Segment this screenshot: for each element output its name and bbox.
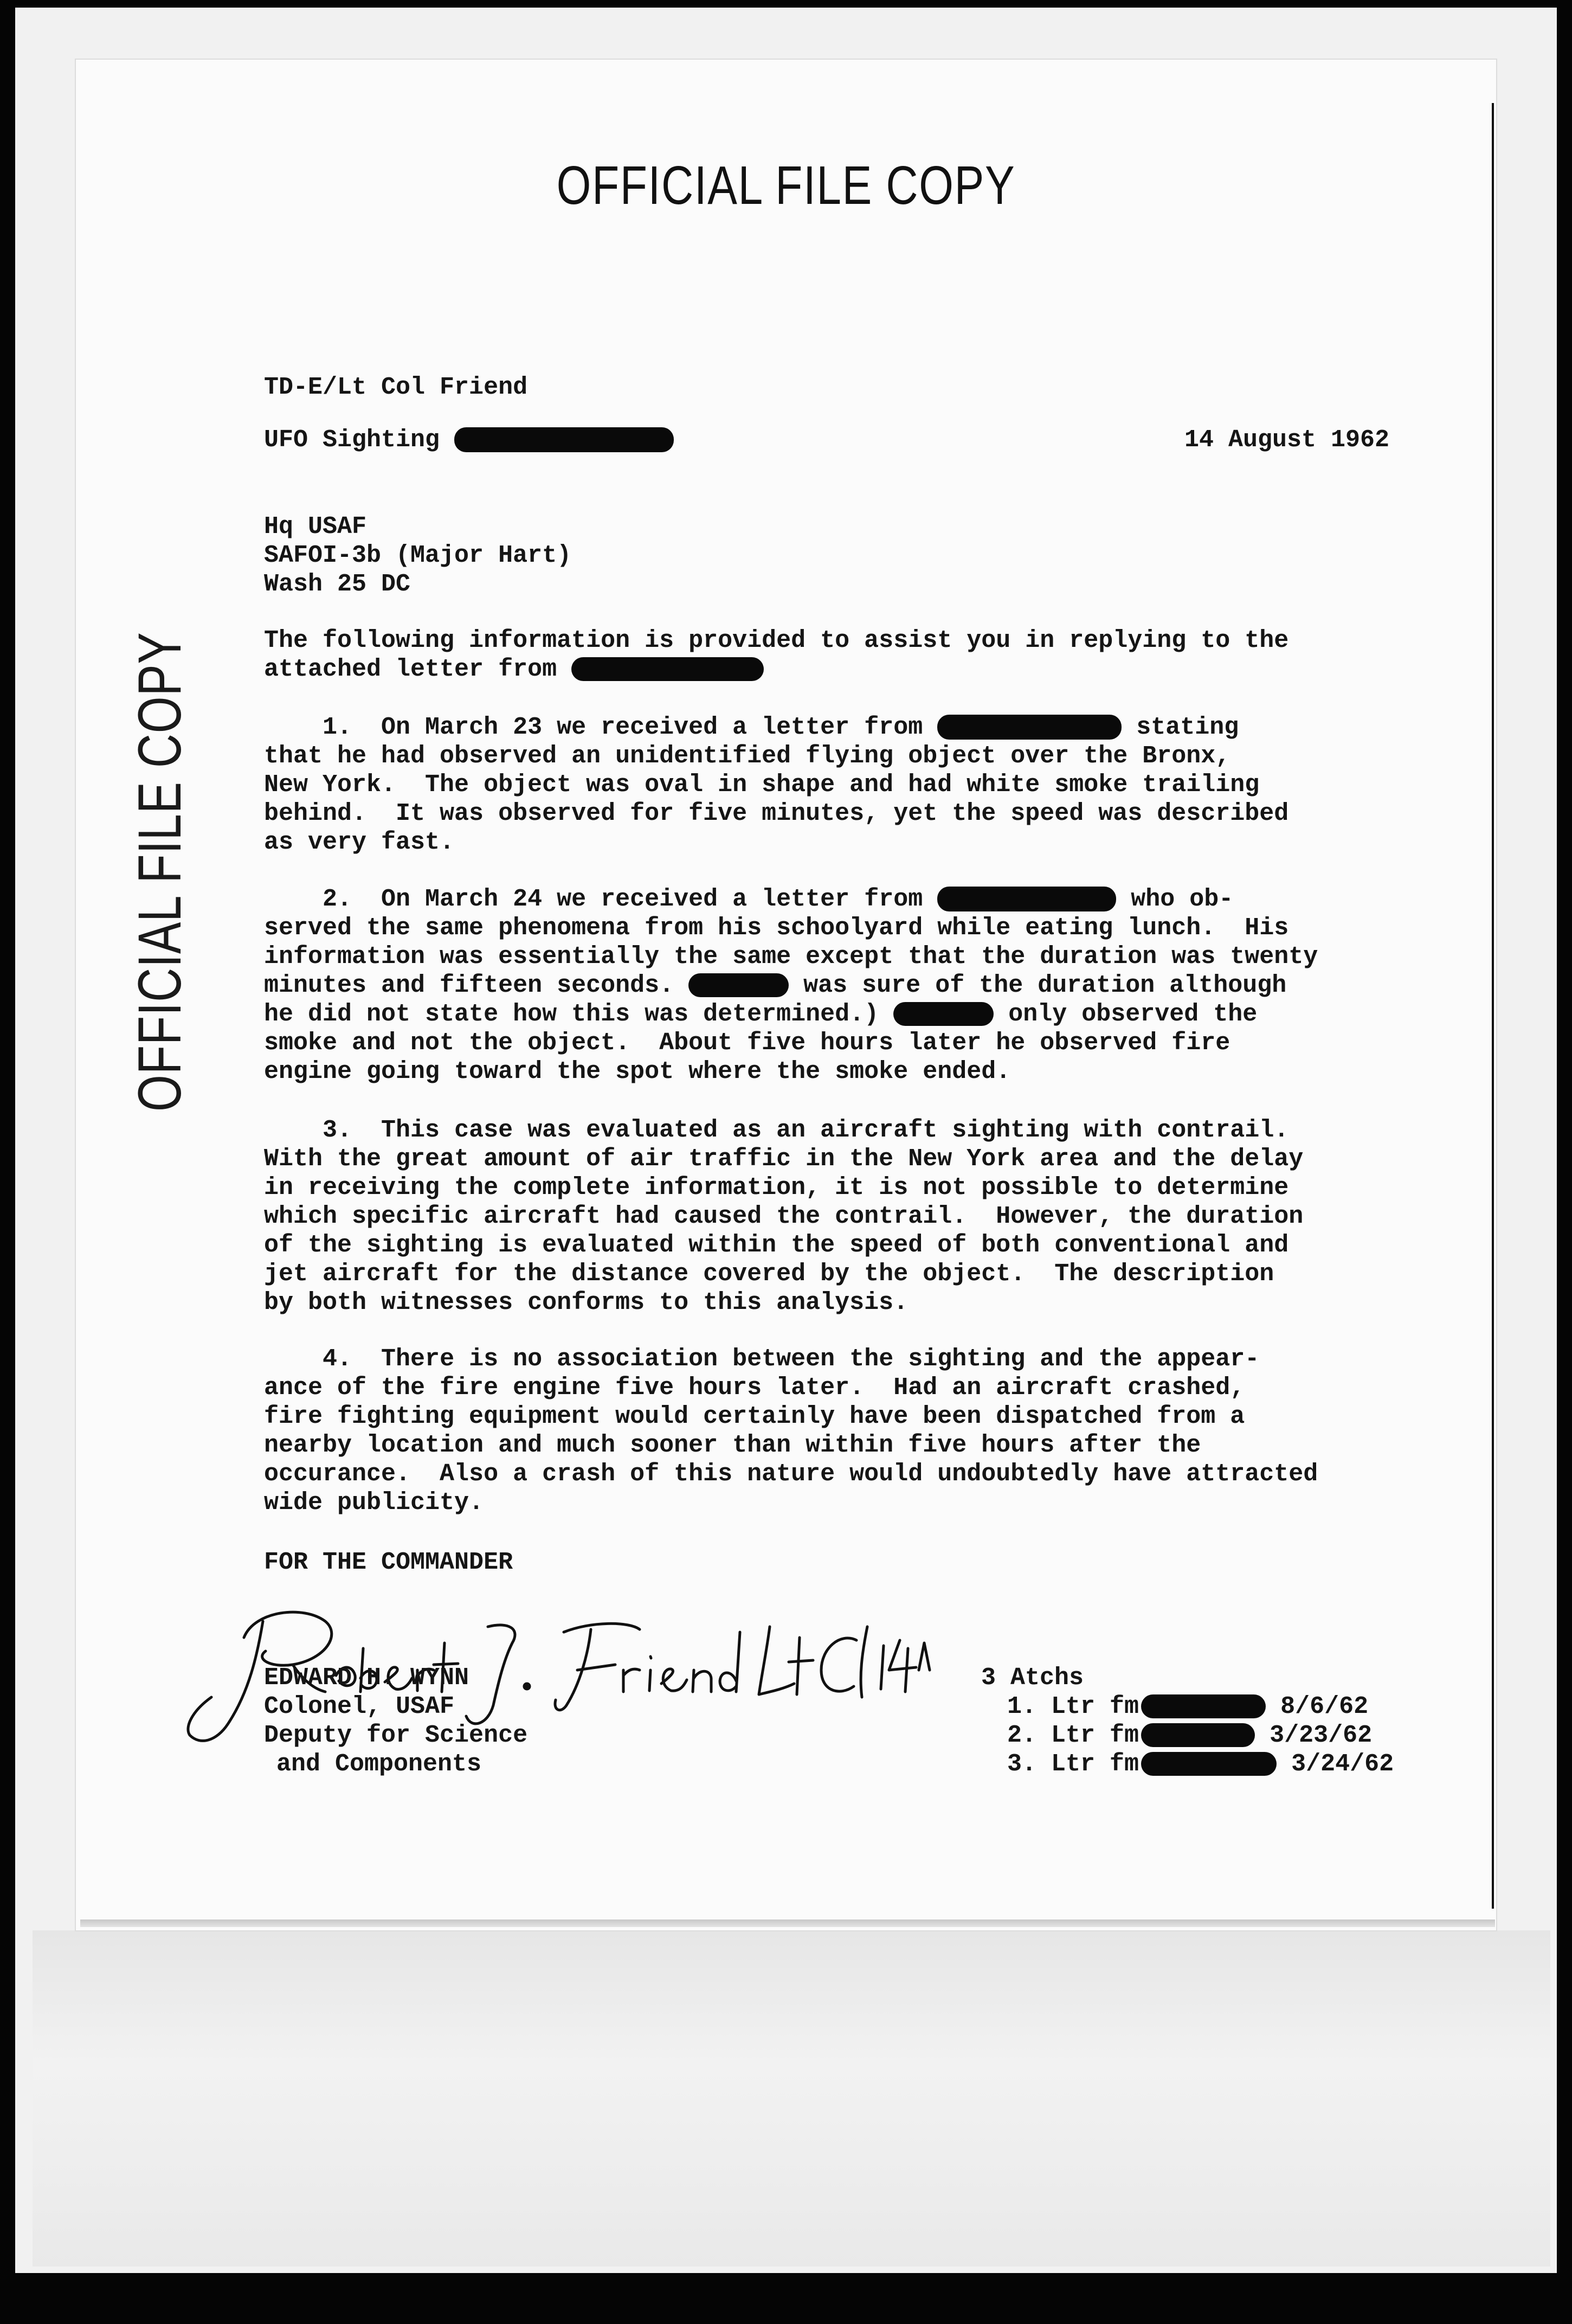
photo-frame-bottom bbox=[33, 1930, 1550, 2267]
paragraph-line: information was essentially the same except that the duration was twenty bbox=[264, 943, 1318, 971]
redaction-block bbox=[571, 657, 764, 681]
paragraph-line bbox=[264, 713, 1354, 742]
redaction-block bbox=[1141, 1723, 1255, 1747]
paragraph-line: which specific aircraft had caused the contrail. However, the duration bbox=[264, 1203, 1304, 1230]
paragraph-line: jet aircraft for the distance covered by the object. The description bbox=[264, 1260, 1274, 1288]
paragraph-line: of the sighting is evaluated within the speed of both conventional and bbox=[264, 1231, 1289, 1259]
paragraph-line: smoke and not the object. About five hours later he observed fire bbox=[264, 1029, 1230, 1057]
intro-line-1: The following information is provided to assist you in replying to the bbox=[264, 627, 1289, 654]
attachment-item bbox=[1007, 1692, 1368, 1721]
attachment-date: 3/23/62 bbox=[1270, 1722, 1373, 1749]
paragraph-line: ance of the fire engine five hours later. Had an aircraft crashed, bbox=[264, 1374, 1245, 1402]
attachment-date: 8/6/62 bbox=[1280, 1693, 1369, 1720]
redaction-block bbox=[688, 973, 789, 997]
paragraph-text: 4. There is no association between the sighting and the appear- bbox=[323, 1345, 1260, 1373]
paragraph-line: wide publicity. bbox=[264, 1489, 484, 1517]
attachment-label: 2. Ltr fm bbox=[1007, 1722, 1139, 1749]
paragraph-line: as very fast. bbox=[264, 829, 455, 856]
paragraph-text: minutes and fifteen seconds. bbox=[264, 972, 674, 999]
paragraph-text: only observed the bbox=[1008, 1000, 1258, 1028]
subject-line bbox=[264, 426, 674, 454]
paragraph-line bbox=[264, 971, 1354, 1000]
addressee-line-3: Wash 25 DC bbox=[264, 570, 411, 598]
signer-name: EDWARD H. WYNN bbox=[264, 1664, 469, 1692]
paragraph-text: 1. On March 23 we received a letter from bbox=[323, 714, 923, 741]
attachment-label: 1. Ltr fm bbox=[1007, 1693, 1139, 1720]
redaction-block bbox=[937, 715, 1122, 740]
official-file-copy-stamp-side: OFFICIAL FILE COPY bbox=[126, 632, 194, 1112]
paragraph-text: stating bbox=[1136, 714, 1239, 741]
attachment-item bbox=[1007, 1750, 1394, 1779]
paragraph-4 bbox=[264, 1345, 1354, 1517]
addressee-line-2: SAFOI-3b (Major Hart) bbox=[264, 542, 572, 569]
redaction-block bbox=[937, 887, 1116, 911]
paragraph-line: nearby location and much sooner than within five hours after the bbox=[264, 1431, 1201, 1459]
from-line: TD-E/Lt Col Friend bbox=[264, 374, 528, 401]
paragraph-line bbox=[264, 1345, 1354, 1373]
attachments-header: 3 Atchs bbox=[981, 1664, 1084, 1692]
paragraph-3 bbox=[264, 1116, 1354, 1317]
redaction-block bbox=[893, 1002, 994, 1026]
paragraph-1 bbox=[264, 713, 1354, 857]
official-file-copy-stamp-top: OFFICIAL FILE COPY bbox=[556, 155, 1016, 216]
attachment-date: 3/24/62 bbox=[1291, 1750, 1394, 1778]
paragraph-2 bbox=[264, 885, 1354, 1086]
paragraph-line: occurance. Also a crash of this nature would undoubtedly have attracted bbox=[264, 1460, 1318, 1488]
redaction-block bbox=[1141, 1694, 1266, 1718]
bottom-edge-rule bbox=[80, 1919, 1495, 1927]
paragraph-line: With the great amount of air traffic in the New York area and the delay bbox=[264, 1145, 1304, 1173]
paragraph-line bbox=[264, 1000, 1354, 1029]
paragraph-text: was sure of the duration although bbox=[803, 972, 1287, 999]
paragraph-text: he did not state how this was determined.) bbox=[264, 1000, 879, 1028]
paragraph-text: 3. This case was evaluated as an aircraft sighting with contrail. bbox=[323, 1116, 1289, 1144]
paragraph-line: fire fighting equipment would certainly have been dispatched from a bbox=[264, 1403, 1245, 1430]
paragraph-line: engine going toward the spot where the smoke ended. bbox=[264, 1058, 1011, 1086]
paragraph-text: who ob- bbox=[1131, 885, 1234, 913]
attachment-label: 3. Ltr fm bbox=[1007, 1750, 1139, 1778]
intro-line-2-text: attached letter from bbox=[264, 656, 557, 683]
subject-text: UFO Sighting bbox=[264, 426, 440, 454]
for-the-commander: FOR THE COMMANDER bbox=[264, 1549, 513, 1576]
date-line: 14 August 1962 bbox=[1184, 426, 1390, 454]
signer-rank: Colonel, USAF bbox=[264, 1693, 455, 1720]
paragraph-line bbox=[264, 885, 1354, 914]
redaction-block bbox=[1141, 1752, 1277, 1776]
paragraph-line: New York. The object was oval in shape and had white smoke trailing bbox=[264, 771, 1260, 799]
paragraph-line: behind. It was observed for five minutes, yet the speed was described bbox=[264, 800, 1289, 827]
paragraph-line bbox=[264, 1116, 1354, 1145]
right-edge-rule bbox=[1492, 103, 1494, 1909]
paragraph-line: in receiving the complete information, it is not possible to determine bbox=[264, 1174, 1289, 1202]
intro-line-2 bbox=[264, 655, 764, 684]
paragraph-line: by both witnesses conforms to this analysis. bbox=[264, 1289, 909, 1317]
addressee-line-1: Hq USAF bbox=[264, 513, 367, 541]
paragraph-line: that he had observed an unidentified flying object over the Bronx, bbox=[264, 742, 1230, 770]
signer-title-2: and Components bbox=[276, 1750, 482, 1778]
redaction-block bbox=[454, 427, 674, 452]
paragraph-line: served the same phenomena from his schoolyard while eating lunch. His bbox=[264, 914, 1289, 942]
paragraph-text: 2. On March 24 we received a letter from bbox=[323, 885, 923, 913]
signer-title-1: Deputy for Science bbox=[264, 1722, 528, 1749]
attachment-item bbox=[1007, 1721, 1372, 1750]
